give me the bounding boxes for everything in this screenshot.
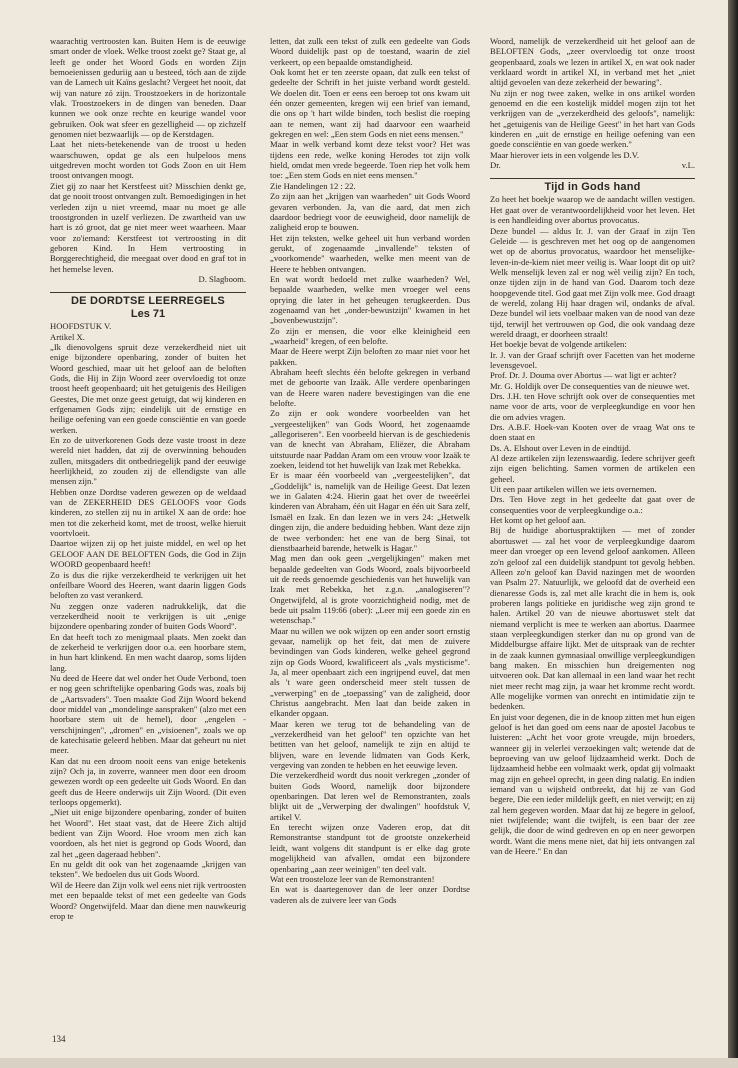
paragraph: Maar de Heere werpt Zijn beloften zo maar niet voor het pakken. bbox=[270, 346, 470, 367]
paragraph: Abraham heeft slechts één belofte gekregen in verband met de geboorte van Izaäk. Alle verdere openbaringen van de Heere waren nadere bevestigingen van die ene belofte. bbox=[270, 367, 470, 409]
paragraph: Wat een troosteloze leer van de Remonstranten! bbox=[270, 873, 435, 884]
paragraph: Kan dat nu een droom nooit eens van enige betekenis zijn? Och ja, in zoverre, wanneer men door een droom gewezen wordt op een gedeelte uit Gods Woord. En dan geeft dus de Heere onderwijs uit Zijn Woord. (Dit even terloops opgemerkt). bbox=[50, 755, 246, 808]
author-signature: D. Slagboom. bbox=[198, 273, 246, 284]
article-heading: Artikel X. bbox=[50, 331, 85, 342]
paragraph: „Ik dienovolgens spruit deze verzekerdheid niet uit enige bijzondere openbaring, zonder of buiten het Woord geschied, maar uit het geloof aan de beloften Gods, die Hij in Zijn Woord zeer overvloedig tot onze troost heeft geopenbaard; uit het getuigenis des Heiligen Geestes, Die met onze geest getuigt, dat wij kinderen en erfgenamen Gods zijn; eindelijk uit de ernstige en heilige oefening van een goede consciëntie en van goede werken. bbox=[50, 341, 246, 435]
page-bottom-margin bbox=[0, 1058, 738, 1068]
paragraph: Maar in welk verband komt deze tekst voor? Het was tijdens een rede, welke koning Herodes tot zijn volk hield, omdat men vrede begeerde. Toen riep het volk hem toe: „Een stem Gods en niet eens mensen." bbox=[270, 139, 470, 181]
page-edge bbox=[728, 0, 738, 1068]
page-number: 134 bbox=[52, 1034, 66, 1044]
paragraph: Woord, namelijk de verzekerdheid uit het geloof aan de BELOFTEN Gods, „zeer overvloedig tot onze troost geopenbaard, zoals we lezen in artikel X, en wat ook nader verklaard wordt in artikel XI, in verband met het „niet altijd gevoelen van deze zekerheid der bewaring". bbox=[490, 36, 695, 88]
signature-row bbox=[50, 274, 246, 284]
paragraph: Hebben onze Dordtse vaderen gewezen op de weldaad van de ZEKERHEID DES GELOOFS voor Gods kinderen, zo stellen zij nu in artikel X aan de orde: hoe men tot die zekerheid komt, met de troost, welke hieruit voortvloeit. bbox=[50, 486, 246, 539]
paragraph: Nu deed de Heere dat wel onder het Oude Verbond, toen er nog geen schriftelijke openbaring Gods was, zoals bij de „Aartsvaders". Toen maakte God Zijn Woord bekend door middel van „mondelinge aanspraken" (alzo met een hoorbare stem uit de hemel), door „engelen - verschijningen", „dromen" en „visioenen", zoals we op de katechisatie geleerd hebben. Maar dat geheurt nu niet meer. bbox=[50, 672, 246, 756]
paragraph: En zo de uitverkorenen Gods deze vaste troost in deze wereld niet hadden, dat zij de overwinning behouden zullen, mitsgaders dit ontbedriegelijk pand der eeuwige heerlijkheid, zo zouden zij de ellendigste van alle mensen zijn." bbox=[50, 435, 246, 487]
paragraph: En terecht wijzen onze Vaderen erop, dat dit Remonstrantse standpunt tot de grootste onzekerheid leidt, want volgens dit standpunt is er elke dag grote mogelijkheid van afvallen, omdat een bijzondere openbaring „aan zeer weinigen" ten deel valt. bbox=[270, 822, 470, 874]
column-right bbox=[490, 36, 695, 1048]
paragraph: Mr. G. Holdijk over De consequenties van de nieuwe wet. bbox=[490, 380, 690, 391]
paragraph: Drs. A.B.F. Hoek-van Kooten over de vraag Wat ons te doen staat en bbox=[490, 422, 695, 443]
paragraph: En wat wordt bedoeld met zulke waarheden? Wel, bepaalde waarheden, welke men vroeger wel eens oprying die later in het geheugen terugkeerden. Dus zogenaamd van het „onder-bewustzijn" kwamen in het „bovenbewustzijn". bbox=[270, 273, 470, 326]
paragraph: Zo zijn er mensen, die voor elke kleinigheid een „waarheid" kregen, of een belofte. bbox=[270, 325, 470, 346]
paragraph: Wil de Heere dan Zijn volk wel eens niet rijk vertroosten met een bepaalde tekst of met een gedeelte van Gods Woord? Ongetwijfeld. Maar dan diene men nauwkeurig erop te bbox=[50, 879, 246, 921]
paragraph: Drs. J.H. ten Hove schrijft ook over de consequenties met name voor de arts, voor de verpleegkundige en voor hen die om advies vragen. bbox=[490, 391, 695, 422]
paragraph: Mag men dan ook geen „vergelijkingen" maken met bepaalde gedeelten van Gods Woord, zoals bijvoorbeeld uit de reeds genoemde geschiedenis van het huwelijk van Izak met Rebekka, het z.g.n. „analogiseren"? Ongetwijfeld, al is grote voorzichtigheid nodig, met de bede uit psalm 119:66 (ober): „Leer mij een goede zin en wetenschap." bbox=[270, 553, 470, 626]
paragraph: Zo is dus die rijke verzekerdheid te verkrijgen uit het onfeilbare Woord des Heeren, want daarin liggen Gods beloften zo vast verankerd. bbox=[50, 569, 246, 601]
paragraph: Ir. J. van der Graaf schrijft over Facetten van het moderne levensgevoel. bbox=[490, 349, 695, 370]
section-divider bbox=[50, 292, 246, 293]
paragraph: Ook komt het er ten zeerste opaan, dat zulk een tekst of gedeelte der Schrift in het juiste verband wordt gesteld. We doelen dit. Toen er eens een beroep tot ons kwam uit één onzer gemeenten, kregen wij een brief van iemand, die ons op 't hart wilde binden, toch beslist die roeping aan te nemen, want zij had daarvoor een waarheid gekregen en wel: „Een stem Gods en niet eens mensen." bbox=[270, 67, 470, 140]
paragraph: Zo zijn aan het „krijgen van waarheden" uit Gods Woord gevaren verbonden. Ja, van die aard, dat men zich daardoor bedriegt voor de eeuwigheid, door namelijk de zaligheid erop te bouwen. bbox=[270, 191, 470, 233]
paragraph: Zo heet het boekje waarop we de aandacht willen vestigen. Het gaat over de verantwoordelijkheid voor het leven. Het is een handleiding over abortus provocatus. bbox=[490, 194, 695, 226]
signature-row bbox=[490, 160, 695, 170]
paragraph: En wat is daartegenover dan de leer onzer Dordtse vaderen als de zuivere leer van Gods bbox=[270, 884, 470, 905]
paragraph: Maar hierover iets in een volgende les D.V. bbox=[490, 149, 639, 160]
paragraph: En juist voor degenen, die in de knoop zitten met hun eigen geloof is het dan goed om eens naar de apostel Jacobus te luisteren: „Acht het voor grote vreugde, mijn broeders, wanneer gij in velerlei verzoekingen valt; wetende dat de beproeving van uw geloof lijdzaamheid werkt. Doch de lijdzaamheid hebbe een volmaakt werk, opdat gij volmaakt mag zijn en geheel oprecht, in geen ding nalatig. En indien iemand van u wijsheid ontbreekt, dat hij ze van God begere, Die een ieder mildelijk geeft, en niet verwijt; en zij zal hem gegeven worden. Maar dat hij ze begere in geloof, niet twijfelende; want die twijfelt, is een baar der zee gelijk, die door de wind gedreven en op en neer geworpen wordt. Want die mens mene niet, dat hij iets ontvangen zal van de Heere." En dan bbox=[490, 711, 695, 857]
signature-right: v.L. bbox=[681, 160, 695, 171]
paragraph: Maar keren we terug tot de behandeling van de „verzekerdheid van het geloof" ten opzichte van het betitten van het geloof, namelijk te zijn en altijd te blijven, ware en levende lidmaten van Gods Kerk, vergeving van zonden te hebben en het eeuwige leven. bbox=[270, 718, 470, 771]
column-middle bbox=[270, 36, 470, 1048]
paragraph: Uit een paar artikelen willen we iets overnemen. bbox=[490, 484, 657, 495]
column-left bbox=[50, 36, 246, 1036]
article-title: DE DORDTSE LEERREGELS bbox=[71, 295, 225, 308]
paragraph: Daartoe wijzen zij op het juiste middel, en wel op het GELOOF AAN DE BELOFTEN Gods, die God in Zijn WOORD geopenbaard heeft! bbox=[50, 538, 246, 570]
paragraph: Laat het niets-betekenende van de troost u heden waarschuwen, opdat ge als een hulpeloos mens uitgedreven mocht worden tot Gods Zoon en uit Hem troost ontvangen moogt. bbox=[50, 139, 246, 181]
paragraph: Bij de huidige abortuspraktijken — met of zonder abortuswet — zal het voor de verpleegkundige daarom meer dan vroeger op een levend geloof aankomen. Alleen zo'n geloof zal een duidelijk standpunt tot gevolg hebben. Alleen zo'n geloof kan David nazingen met de woorden van Psalm 27. Natuurlijk, we geloofd dat de overheid een dienaresse Gods is, zal met alle kracht die in hem is, ook proberen langs politieke en juridische weg zijn grond te halen. Artikel 20 van de nieuwe abortuswet stelt dat niemand verplicht is mee te werken aan abortus. Daarmee staan verpleegkundigen sterker dan nu op grond van de Middelburgse affaire lijkt. Met de uitspraak van de rechter in de zaak kunnen gymnasiaal onwillige verpleegkundigen bang maken. En misschien hun dreigementen nog uitvoeren ook. Dat kan allemaal in een land waar het recht niet meer recht mag zijn, ja waar het kromme recht wordt. Alle mogelijke vormen van onrecht en intimidatie zijn te bedenken. bbox=[490, 525, 695, 712]
paragraph: Die verzekerdheid wordt dus nooit verkregen „zonder of buiten Gods Woord, namelijk door bijzondere openbaringen. Dat leren wel de Remonstranten, zoals blijkt uit de „Verwerping der dwalingen" hoofdstuk V, artikel V. bbox=[270, 770, 470, 822]
signature-left: Dr. bbox=[490, 160, 501, 171]
section-divider bbox=[490, 178, 695, 179]
article-title: Tijd in Gods hand bbox=[544, 181, 641, 194]
paragraph: Drs. Ten Hove zegt in het gedeelte dat gaat over de consequenties voor de verpleegkundige o.a.: bbox=[490, 494, 695, 515]
paragraph: Er is maar één voorbeeld van „vergeestelijken", dat „Goddelijk" is, namelijk van de Heilige Geest. Dat lezen we in Galaten 4:24. Hierin gaat het over de tweeërlei kinderen van Abraham, één uit Hagar en één uit Sara zelf, Ismaël en Izak. En dan lezen we in vers 24: „Hetwelk dingen zijn, die andere beduiding hebben. Want deze zijn de twee verbonden: het ene van de berg Sinaï, tot dienstbaarheid barende, hetwelk is Hagar." bbox=[270, 470, 470, 553]
paragraph: Zie Handelingen 12 : 22. bbox=[270, 180, 356, 191]
paragraph: Al deze artikelen zijn lezenswaardig. Iedere schrijver geeft zijn eigen belichting. Samen vormen de artikelen een geheel. bbox=[490, 453, 695, 484]
paragraph: Ds. A. Elshout over Leven in de eindtijd. bbox=[490, 442, 631, 453]
paragraph: Ziet gij zo naar het Kerstfeest uit? Misschien denkt ge, dat ge nooit troost ontvangen zult. Bemoedigingen in het verleden zijn u niet vreemd, maar nu moet ge alle troostgronden in uzelf verliezen. De zwartheid van uw hart is zó groot, dat ge niet meer weet waarheen. Maar voor zo'iemand: Kerstfeest tot vertroosting in dit geboren Kind. In Hem vertroosting in Borggerechtigheid, die meegaat over dood en graf tot in het hemelse leven. bbox=[50, 180, 246, 274]
paragraph: letten, dat zulk een tekst of zulk een gedeelte van Gods Woord duidelijk past op de toestand, waarin de ziel verkeert, op een bepaalde omstandigheid. bbox=[270, 36, 470, 67]
paragraph: Maar nu willen we ook wijzen op een ander soort ernstig gevaar, namelijk op het feit, dat men de zuivere bevindingen van Gods kinderen, welke geheel gegrond zijn op Gods Woord, kwalificeert als „vals mysticisme". Ja, al meer openbaart zich een ingrijpend euvel, dat men als 't ware geen onderscheid meer stelt tussen de „verwerping" en de „toepassing" van de zaligheid, door Christus aangebracht. Men laat dan beide zaken in elkander opgaan. bbox=[270, 625, 470, 719]
paragraph: Nu zeggen onze vaderen nadrukkelijk, dat die verzekerdheid nooit te verkrijgen is uit „enige bijzondere openbaring zonder of buiten Gods Woord". bbox=[50, 600, 246, 632]
paragraph: Deze bundel — aldus Ir. J. van der Graaf in zijn Ten Geleide — is geschreven met het oog op de aangenomen wet op de abortus provocatus, waardoor het menselijke-leven-in-de-kiem niet meer veilig is. Waar loopt dit op uit? Welk menselijk leven zal er nog wèl veilig zijn? En toch, onze tijden zijn in de hand van God. Daarom toch deze hoopgevende titel. God gaat met Zijn volk mee. God draagt de wereld, zolang Hij haar dragen wil, ondanks de afval. Deze bundel wil iets voelbaar maken van de nood van deze tijd, terwijl het vertrouwen op God, die ook vandaag deze wereld draagt, er doorheen straalt! bbox=[490, 225, 695, 339]
paragraph: En nu geldt dit ook van het zogenaamde „krijgen van teksten". We bedoelen dus uit Gods Woord. bbox=[50, 859, 246, 880]
paragraph: En dat heeft toch zo menigmaal plaats. Men zoekt dan de zekerheid te verkrijgen door o.a. een hoorbare stem, in hun hart klinkend. En men wacht daarop, soms lijden lang. bbox=[50, 631, 246, 673]
paragraph: waarachtig vertroosten kan. Buiten Hem is de eeuwige smart onder de vloek. Welke troost zoekt ge? Staat ge, al leeft ge onder het Woord Gods en worden Zijn bemoeienissen geduriig aan u besteed, tóch aan de zijde van de Lamech uit Kaïns geslacht? Vergeet het nooit, dat wij van nature zó zijn. Troostzoekers in de horizontale vlak. Troostzoekers in de dingen van beneden. Daar kunnen we ook onze rechte en keurige wandel voor gebruiken. Ook wat sfeer en gezelligheid — op zichzelf genomen niet bezwaarlijk — op de Kerstdagen. bbox=[50, 36, 246, 140]
paragraph: Het boekje bevat de volgende artikelen: bbox=[490, 339, 627, 350]
paragraph: Het zijn teksten, welke geheel uit hun verband worden gerukt, of zogenaamde „invallende" teksten of „voorkomende" waarheden, welke men meent van de Heere te hebben ontvangen. bbox=[270, 232, 470, 274]
chapter-heading: HOOFDSTUK V. bbox=[50, 321, 112, 332]
paragraph: Nu zijn er nog twee zaken, welke in ons artikel worden genoemd en die een kostelijk middel mogen zijn tot het verkrijgen van de „verzekerdheid des geloofs", namelijk: het „getuigenis van de Heilige Geest" in het hart van Gods kinderen en „uit de ernstige en heilige oefening van een goede consciëntie en van goede werken." bbox=[490, 87, 695, 150]
article-subtitle: Les 71 bbox=[130, 308, 166, 321]
paragraph: Het komt op het geloof aan. bbox=[490, 515, 586, 526]
paragraph: Zo zijn er ook wondere voorbeelden van het „vergeestelijken" van Gods Woord, het zogenaamde „allegoriseren". Een voorbeeld hiervan is de geschiedenis van de knecht van Abraham, Eliëzer, die Abraham uitstuurde naar Paddan Aram om een vrouw voor Izaäk te zoeken, leidend tot het huwelijk van Izak met Rebekka. bbox=[270, 408, 470, 471]
paragraph: „Niet uit enige bijzondere openbaring, zonder of buiten het Woord". Het staat vast, dat de Heere Zich altijd bedient van Zijn Woord. Hoe vroom men zich kan voordoen, als het niet is gegrond op Gods Woord, dan zal het „geen dageraad hebben". bbox=[50, 807, 246, 859]
paragraph: Prof. Dr. J. Douma over Abortus — wat ligt er achter? bbox=[490, 370, 677, 381]
